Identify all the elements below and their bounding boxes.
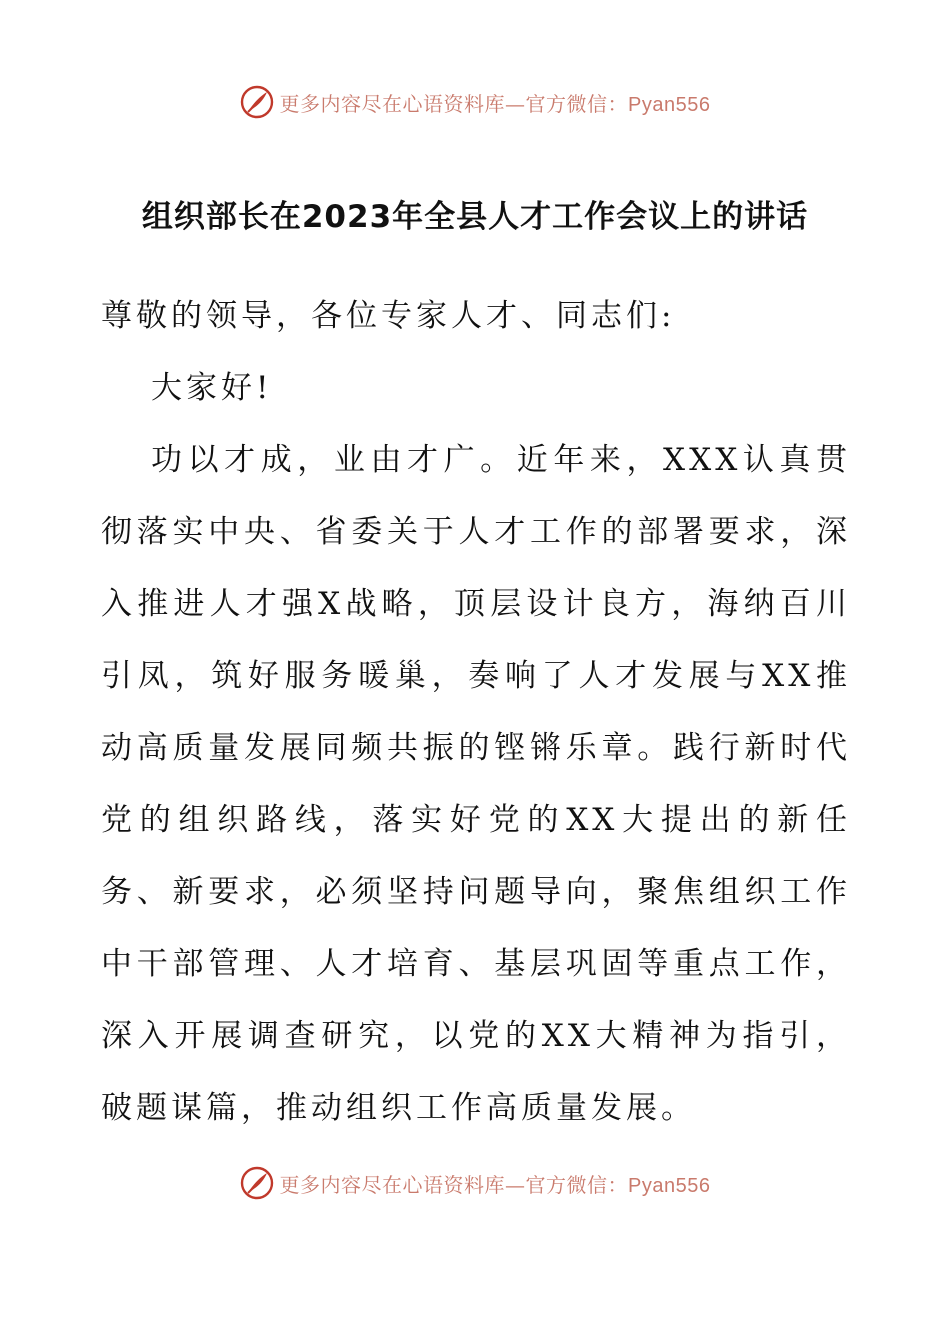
footer-watermark [0,1163,950,1203]
watermark-text [280,1169,711,1198]
header-watermark [0,82,950,122]
watermark-text-cn: 更多内容尽在心语资料库—官方微信： [279,1172,629,1197]
greeting: 大家好! [151,370,273,406]
document-title: 组织部长在2023年全县人才工作会议上的讲话 [141,199,809,235]
watermark-wechat-id: Pyan556 [628,93,711,116]
salutation: 尊敬的领导，各位专家人才、同志们: [101,298,676,334]
watermark-text-cn: 更多内容尽在心语资料库—官方微信： [279,91,629,116]
watermark-wechat-id: Pyan556 [628,1174,711,1197]
body-paragraph: 功以才成，业由才广。近年来，XXX认真贯彻落实中央、省委关于人才工作的部署要求，深入推进人才强X战略，顶层设计良方，海纳百川引凤，筑好服务暖巢，奏响了人才发展与XX推动高质量发展同频共振的铿锵乐章。践行新时代党的组织路线，落实好党的XX大提出的新任务、新要求，必须坚持问题导向，聚焦组织工作中干部管理、人才培育、基层巩固等重点工作，深入开展调查研究，以党的XX大精神为指引，破题谋篇，推动组织工作高质量发展。 [101,442,851,1126]
quill-pen-logo-icon [240,85,274,119]
quill-pen-logo-icon [240,1166,274,1200]
watermark-text [280,88,711,117]
